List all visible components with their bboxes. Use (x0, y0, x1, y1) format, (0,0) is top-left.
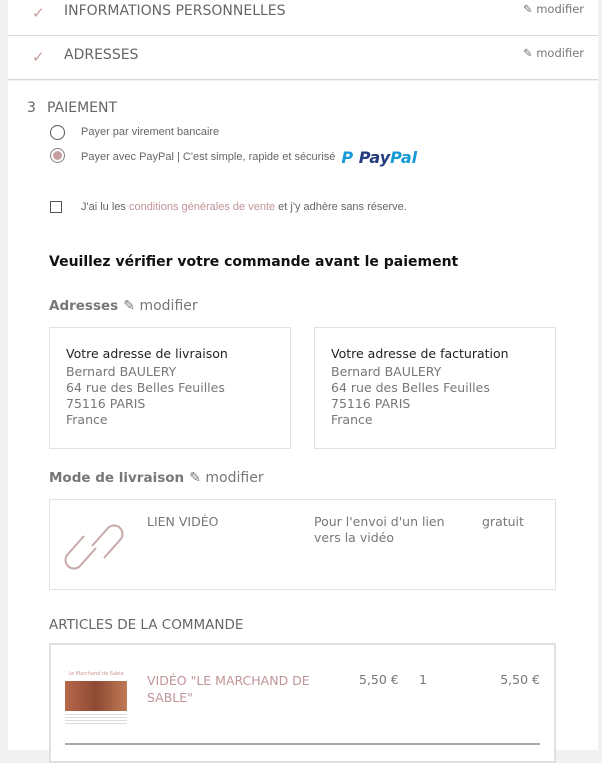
product-thumbnail: Le Marchand de Sable (65, 671, 127, 731)
payment-title: PAIEMENT (47, 100, 118, 116)
address-line: Bernard BAULERY (331, 364, 442, 379)
terms-link[interactable]: conditions générales de vente (128, 201, 276, 213)
address-line: France (66, 412, 108, 427)
line-total: 5,50 € (500, 672, 540, 687)
edit-addresses-link[interactable]: ✎ modifier (522, 46, 584, 60)
radio-paypal[interactable] (50, 148, 65, 163)
step-number: 3 (27, 100, 36, 116)
addresses-header: Adresses ✎ modifier (49, 298, 198, 314)
articles-title: ARTICLES DE LA COMMANDE (49, 617, 244, 633)
pencil-icon: ✎ (522, 46, 533, 60)
address-line: 75116 PARIS (66, 396, 146, 411)
pencil-icon: ✎ (522, 2, 533, 16)
product-name-link[interactable]: VIDÉO "LE MARCHAND DE SABLE" (147, 673, 310, 705)
billing-heading: Votre adresse de facturation (331, 346, 509, 361)
option-label: Payer avec PayPal | C'est simple, rapide et sécurisé (81, 151, 336, 163)
terms-checkbox[interactable] (50, 201, 62, 213)
check-icon: ✓ (32, 48, 45, 66)
option-paypal (81, 146, 417, 168)
address-line: 75116 PARIS (331, 396, 411, 411)
shipping-name: LIEN VIDÉO (147, 514, 219, 529)
delivery-address-card (49, 327, 291, 449)
quantity: 1 (419, 672, 427, 687)
articles-card (49, 643, 556, 763)
shipping-description: Pour l'envoi d'un lien vers la vidéo (314, 514, 445, 545)
divider (65, 743, 540, 745)
option-bank-transfer (81, 124, 219, 140)
unit-price: 5,50 € (359, 672, 399, 687)
address-line: France (331, 412, 373, 427)
delivery-heading: Votre adresse de livraison (66, 346, 228, 361)
terms-label: J'ai lu les conditions générales de vente et j'y adhère sans réserve. (81, 201, 407, 213)
billing-address-card (314, 327, 556, 449)
check-icon: ✓ (32, 4, 45, 22)
paypal-p-icon: P (341, 147, 354, 167)
edit-shipping-link[interactable]: ✎ modifier (189, 470, 264, 486)
address-line: 64 rue des Belles Feuilles (66, 380, 225, 395)
step-title: ADRESSES (64, 47, 139, 63)
step-title: INFORMATIONS PERSONNELLES (64, 3, 286, 19)
review-title: Veuillez vérifier votre commande avant le paiement (49, 254, 459, 270)
shipping-price: gratuit (482, 514, 524, 529)
step-personal-info (8, 0, 598, 36)
shipping-header: Mode de livraison ✎ modifier (49, 470, 264, 486)
paypal-logo: P PayPal (341, 147, 418, 167)
address-line: Bernard BAULERY (66, 364, 177, 379)
option-label: Payer par virement bancaire (81, 126, 220, 138)
radio-bank-transfer[interactable] (50, 125, 65, 140)
link-icon (64, 518, 124, 576)
edit-personal-info-link[interactable]: ✎ modifier (522, 2, 584, 16)
shipping-method-card (49, 499, 556, 590)
address-line: 64 rue des Belles Feuilles (331, 380, 490, 395)
edit-addresses-review-link[interactable]: ✎ modifier (123, 298, 198, 314)
step-addresses (8, 36, 598, 80)
